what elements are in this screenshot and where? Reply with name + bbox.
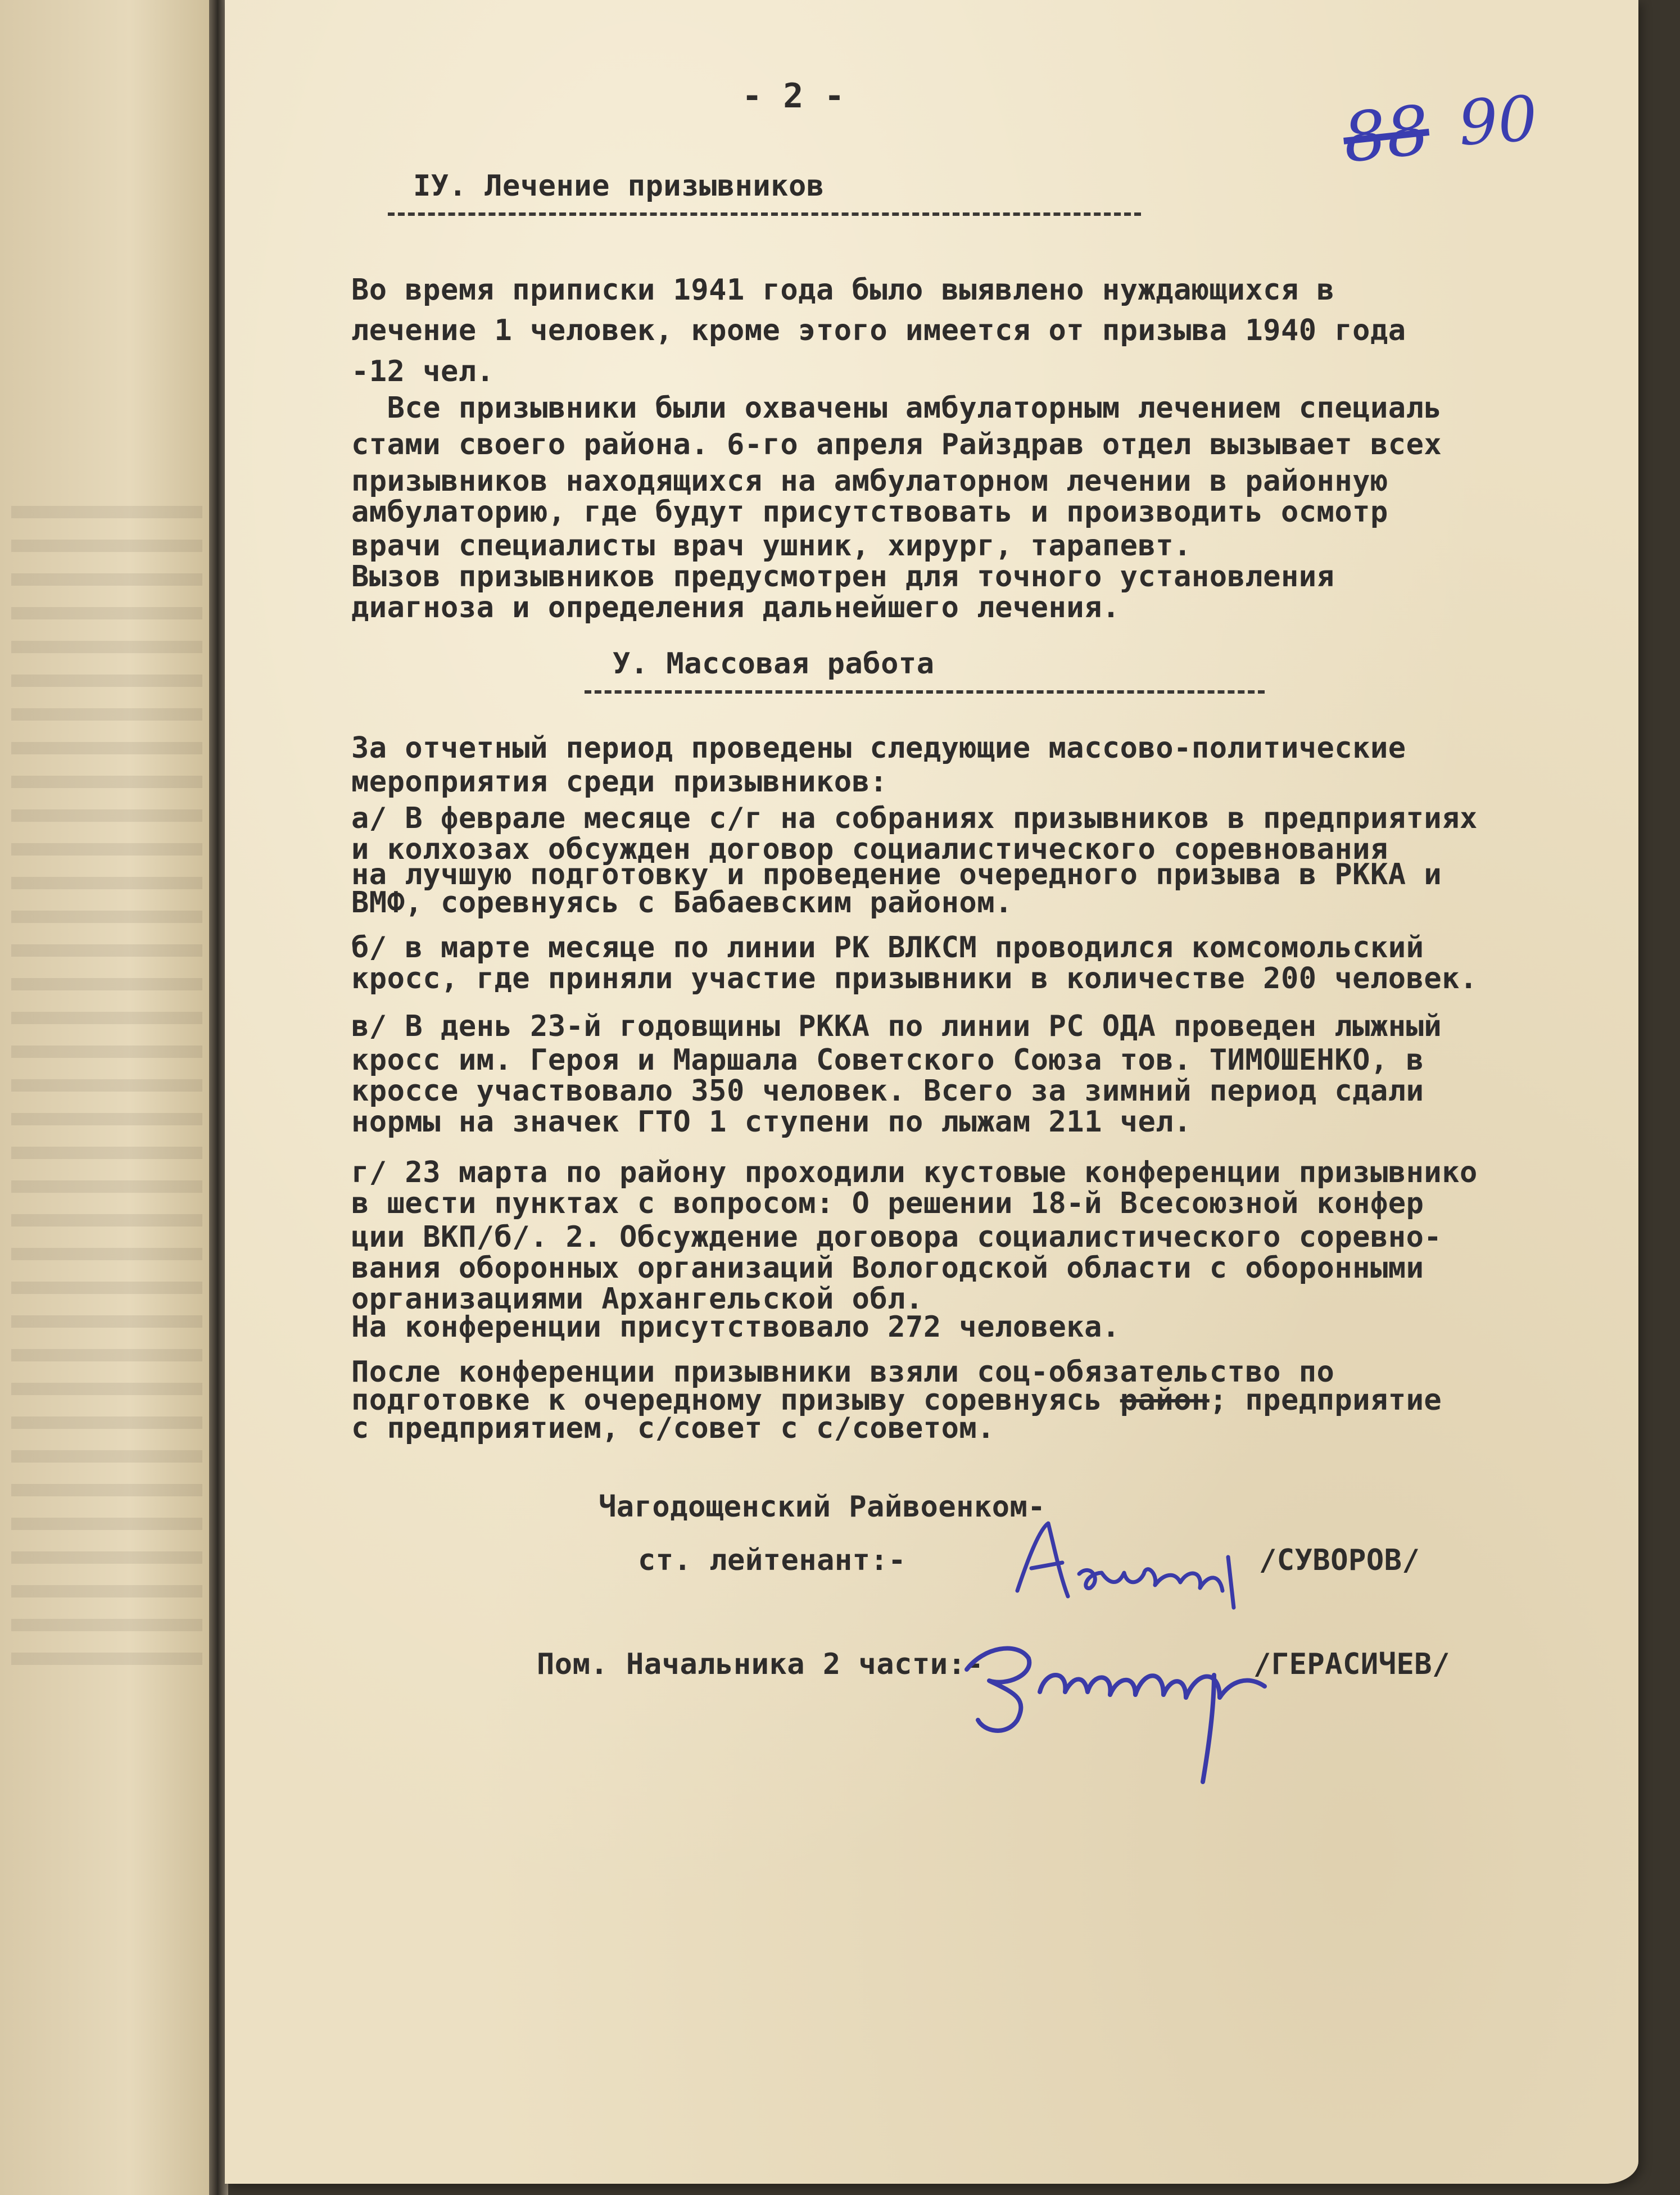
body-line: в/ В день 23-й годовщины РККА по линии РС ОДА проведен лыжный bbox=[351, 1010, 1442, 1043]
document-page bbox=[225, 0, 1638, 2184]
body-line: ВМФ, соревнуясь с Бабаевским районом. bbox=[351, 886, 1013, 920]
page-number: - 2 - bbox=[742, 76, 845, 116]
body-line: После конференции призывники взяли соц-обязательство по bbox=[351, 1355, 1335, 1389]
body-line: кроссе участвовало 350 человек. Всего за зимний период сдали bbox=[351, 1074, 1424, 1108]
body-line: и колхозах обсужден договор социалистического соревнования bbox=[351, 832, 1388, 866]
facing-page bbox=[0, 0, 216, 2195]
body-line: вания оборонных организаций Вологодской области с оборонными bbox=[351, 1251, 1424, 1285]
body-line: лечение 1 человек, кроме этого имеется от призыва 1940 года bbox=[351, 314, 1406, 347]
handwritten-signature-gerasichev bbox=[950, 1608, 1310, 1793]
body-line: а/ В феврале месяце с/г на собраниях призывников в предприятиях bbox=[351, 802, 1478, 835]
body-line: б/ в марте месяце по линии РК ВЛКСМ проводился комсомольский bbox=[351, 931, 1424, 965]
body-line: Вызов призывников предусмотрен для точного установления bbox=[351, 560, 1335, 594]
body-line: Все призывники были охвачены амбулаторным лечением специаль bbox=[351, 391, 1442, 425]
signature-org-line: Чагодощенский Райвоенком- bbox=[599, 1490, 1046, 1524]
body-line: на лучшую подготовку и проведение очередного призыва в РККА и bbox=[351, 858, 1442, 891]
section-5-title: У. Массовая работа bbox=[613, 647, 935, 681]
body-line: -12 чел. bbox=[351, 355, 495, 388]
body-line: организациями Архангельской обл. bbox=[351, 1282, 923, 1316]
signature-name-1: /СУВОРОВ/ bbox=[1259, 1544, 1420, 1577]
body-line: На конференции присутствовало 272 человека. bbox=[351, 1310, 1120, 1344]
body-line: мероприятия среди призывников: bbox=[351, 765, 888, 799]
body-line: призывников находящихся на амбулаторном лечении в районную bbox=[351, 464, 1388, 498]
handwritten-signature-suvorov bbox=[1006, 1506, 1265, 1619]
body-line: в шести пунктах с вопросом: О решении 18-й Всесоюзной конфер bbox=[351, 1187, 1424, 1220]
section-4-title: IУ. Лечение призывников bbox=[413, 169, 825, 203]
section-5-underline bbox=[585, 690, 1265, 694]
body-line: с предприятием, с/совет с с/советом. bbox=[351, 1411, 995, 1445]
body-line: кросс им. Героя и Маршала Советского Союза тов. ТИМОШЕНКО, в bbox=[351, 1043, 1424, 1077]
facing-page-text-bleed bbox=[11, 506, 202, 1686]
body-text: ; предприятие bbox=[1209, 1383, 1442, 1417]
body-text: подготовке к очередному призыву соревнуясь bbox=[351, 1383, 1102, 1417]
struck-word: район bbox=[1120, 1383, 1210, 1417]
body-line: За отчетный период проведены следующие массово-политические bbox=[351, 731, 1406, 765]
archive-number: 90 bbox=[1456, 82, 1540, 160]
body-line: г/ 23 марта по району проходили кустовые конференции призывнико bbox=[351, 1156, 1478, 1189]
struck-archive-number: 88 bbox=[1339, 91, 1433, 178]
signature-name-2: /ГЕРАСИЧЕВ/ bbox=[1253, 1648, 1450, 1681]
body-line: кросс, где приняли участие призывники в количестве 200 человек. bbox=[351, 962, 1478, 995]
signature-role-2: Пом. Начальника 2 части:- bbox=[537, 1648, 984, 1681]
body-line: нормы на значек ГТО 1 ступени по лыжам 211 чел. bbox=[351, 1105, 1192, 1139]
signature-rank-1: ст. лейтенант:- bbox=[638, 1544, 907, 1577]
body-line: ции ВКП/б/. 2. Обсуждение договора социалистического соревно- bbox=[351, 1220, 1442, 1254]
body-line: врачи специалисты врач ушник, хирург, тарапевт. bbox=[351, 529, 1192, 563]
section-4-underline bbox=[388, 212, 1141, 216]
body-line: амбулаторию, где будут присутствовать и производить осмотр bbox=[351, 495, 1388, 529]
body-line: диагноза и определения дальнейшего лечения. bbox=[351, 591, 1120, 624]
body-line: стами своего района. 6-го апреля Райздрав отдел вызывает всех bbox=[351, 428, 1442, 461]
body-line: Во время приписки 1941 года было выявлено нуждающихся в bbox=[351, 273, 1335, 307]
